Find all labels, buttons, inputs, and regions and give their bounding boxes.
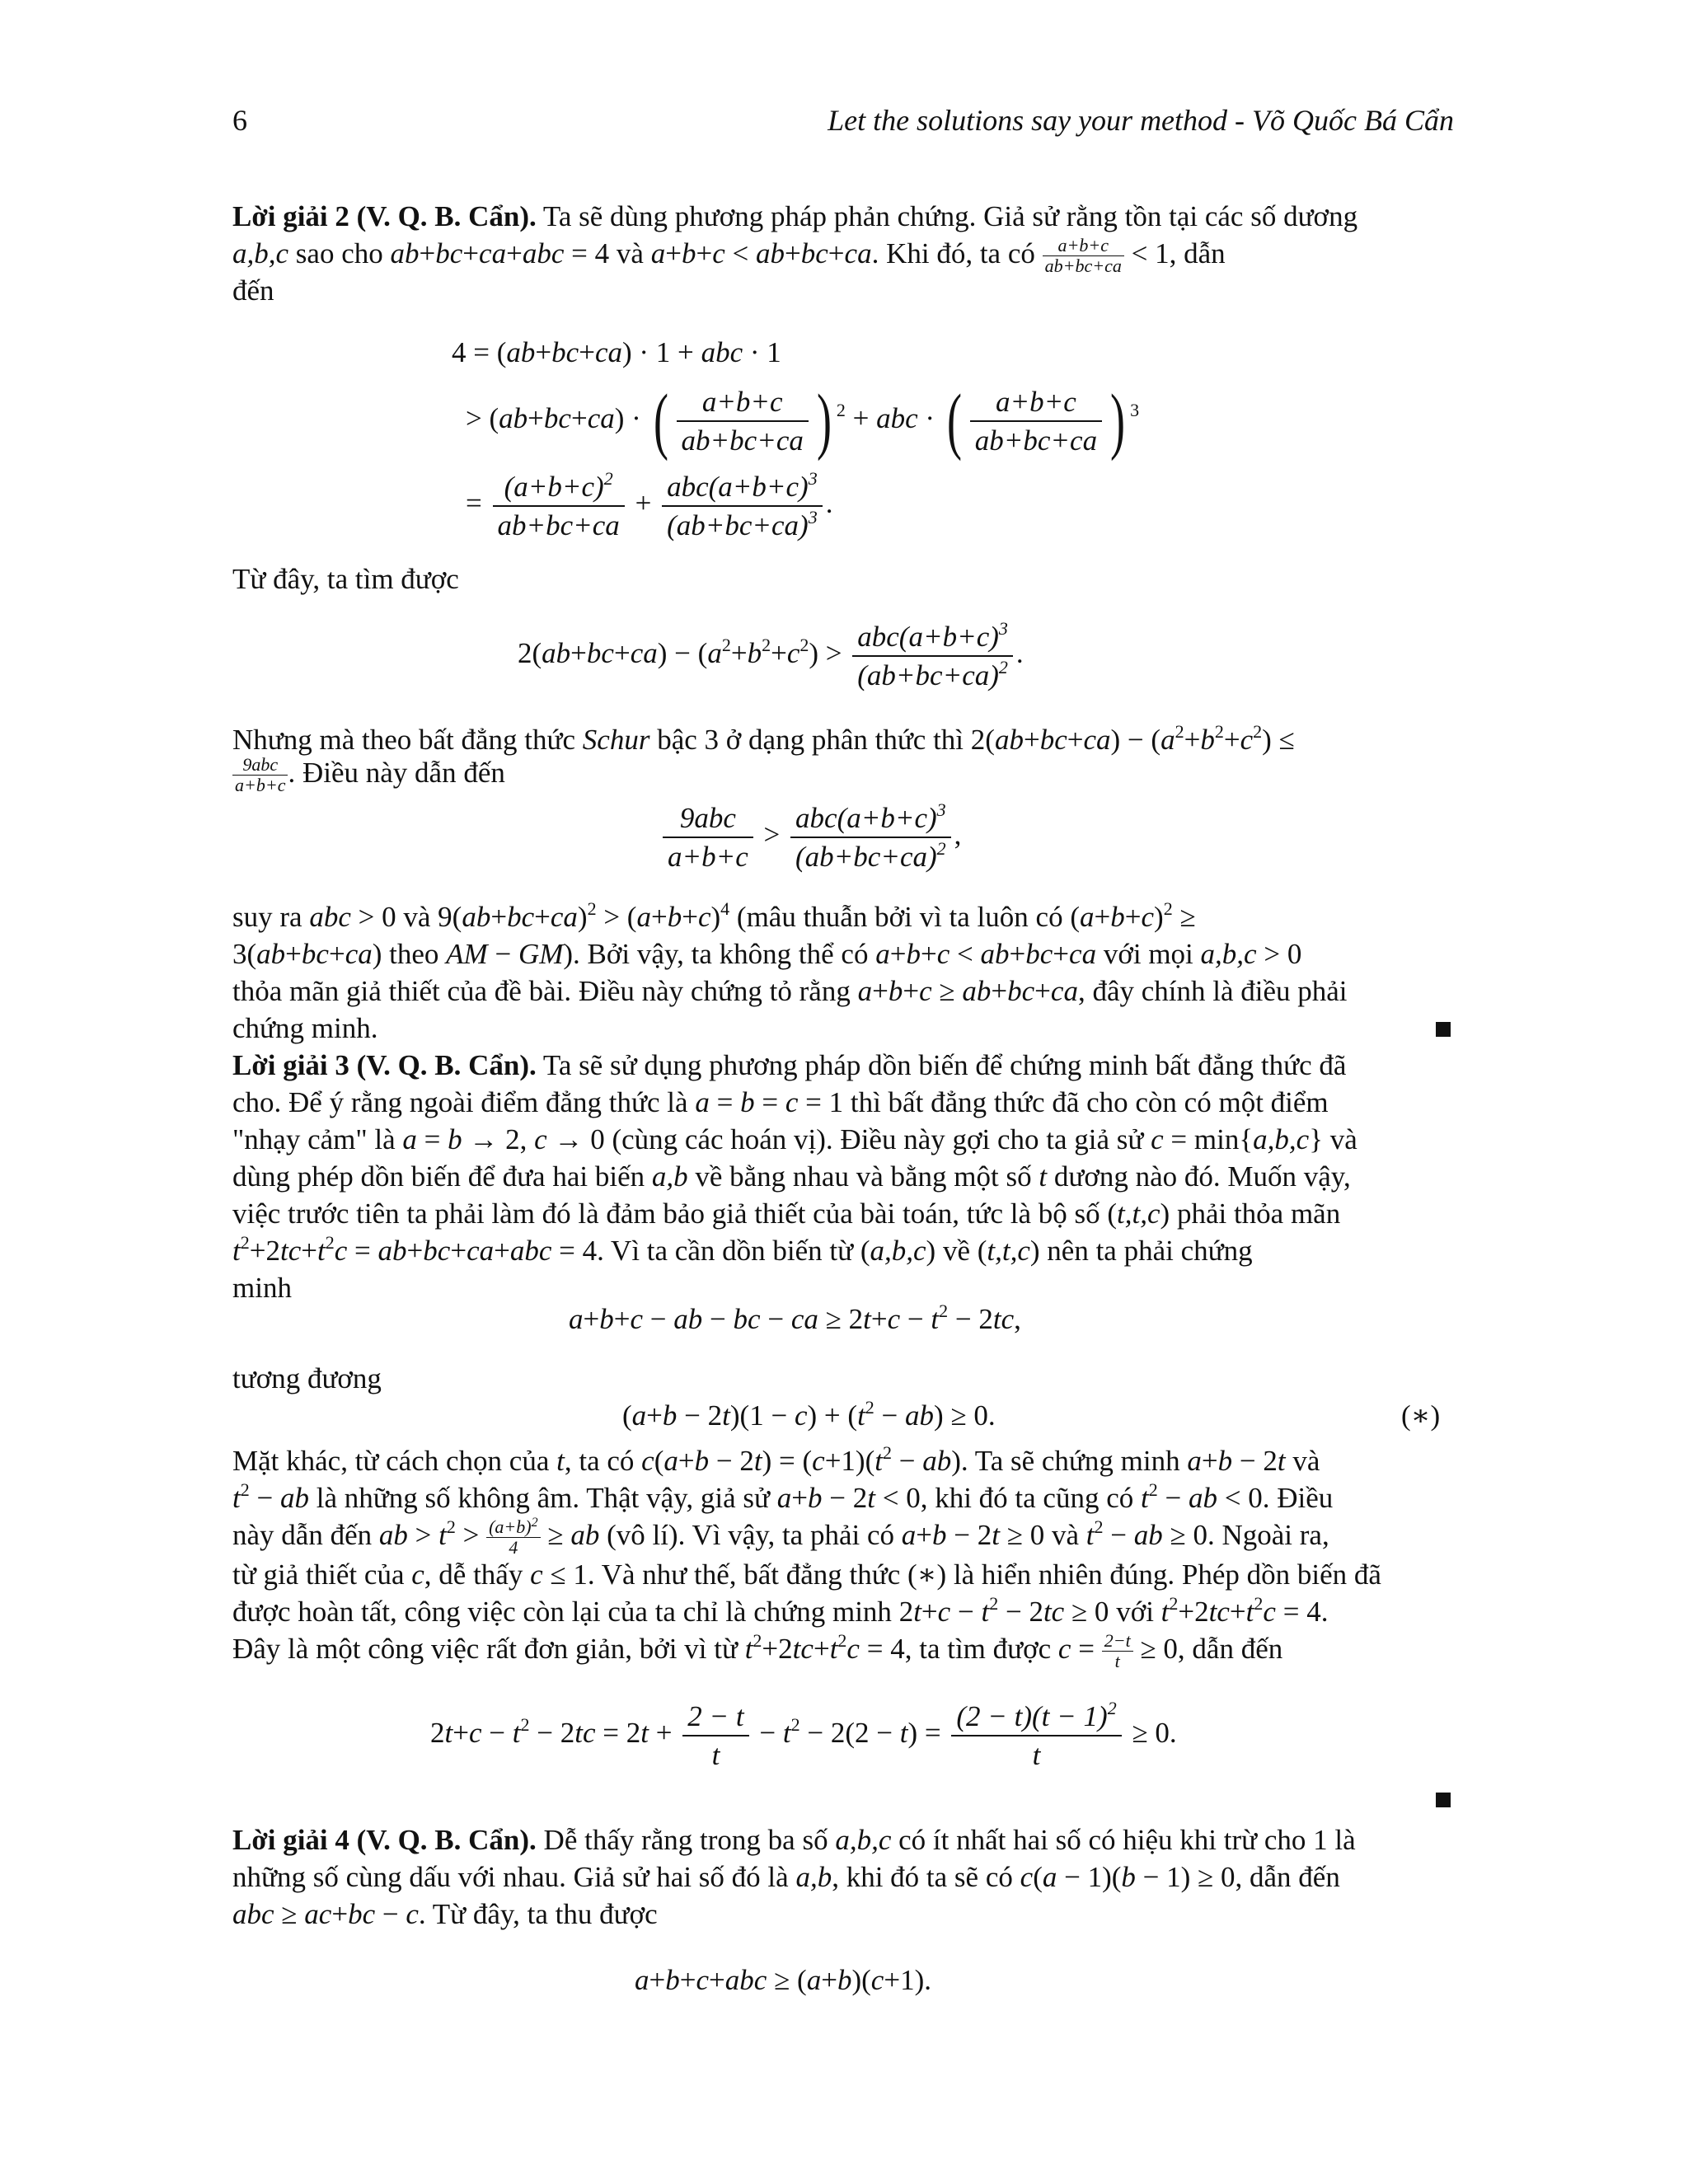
sol2-line2: a,b,c sao cho ab+bc+ca+abc = 4 và a+b+c < ab+bc+ca. Khi đó, ta có $\frac{a+b+c}{ab+bc+ca}$ < 1, dẫn bbox=[232, 235, 1226, 277]
sol3-m1: Mặt khác, từ cách chọn của t, ta có $c(a+b - 2t) = (c+1)(t^2 - ab)$. Ta sẽ chứng minh a+b − 2t và bbox=[232, 1442, 1320, 1477]
sol3-m4: từ giả thiết của c, dễ thấy c ≤ 1. Và như thế, bất đẳng thức (∗) là hiển nhiên đúng. Phép dồn biến đã bbox=[232, 1558, 1381, 1591]
sol3-m6: Đây là một công việc rất đơn giản, bởi vì từ $t^2+2tc+t^2c = 4$, ta tìm được c = $\frac{2-t}{t}$ ≥ 0, dẫn đến bbox=[232, 1630, 1283, 1672]
page-number: 6 bbox=[232, 104, 247, 137]
sol4-line2: những số cùng dấu với nhau. Giả sử hai số đó là a,b, khi đó ta sẽ có c(a − 1)(b − 1) ≥ 0, dẫn đến bbox=[232, 1861, 1340, 1893]
eq-5: $(a+b - 2t)(1 - c) + (t^2 - ab) \ge 0$. bbox=[622, 1397, 996, 1432]
sol3-line4: dùng phép dồn biến để đưa hai biến a,b về bằng nhau và bằng một số t dương nào đó. Muốn vậy, bbox=[232, 1160, 1351, 1193]
sol3-equiv: tương đương bbox=[232, 1362, 382, 1394]
eq-1-line2: > (ab+bc+ca) · ( $\frac{a+b+c}{ab+bc+ca}$ ) $^2$ + abc · ( $\frac{a+b+c}{ab+bc+ca}$ ) $^3$ bbox=[466, 380, 1140, 462]
sol2-schur-line: Nhưng mà theo bất đẳng thức Schur bậc 3 ở dạng phân thức thì $2(ab+bc+ca) - (a^2+b^2+c^2)$ ≤ bbox=[232, 721, 1295, 756]
sol2-infer-3: thỏa mãn giả thiết của đề bài. Điều này chứng tỏ rằng a+b+c ≥ ab+bc+ca, đây chính là điều phải bbox=[232, 975, 1348, 1007]
sol3-line6: $t^2+2tc+t^2c = ab+bc+ca+abc = 4$. Vì ta cần dồn biến từ (a,b,c) về (t,t,c) nên ta phải chứng bbox=[232, 1232, 1253, 1267]
eq-3: $\frac{\text{9abc}}{a+b+c}$ > $\frac{abc(a+b+c)^3}{(ab+bc+ca)^2}$ , bbox=[659, 799, 961, 875]
sol2-infer-2: 3(ab+bc+ca) theo AM − GM). Bởi vậy, ta không thể có a+b+c < ab+bc+ca với mọi a,b,c > 0 bbox=[232, 938, 1302, 970]
sol2-infer-1: suy ra abc > 0 và $9(ab+bc+ca)^2 > (a+b+c)^4$ (mâu thuẫn bởi vì ta luôn có $(a+b+c)^2$ ≥ bbox=[232, 898, 1196, 933]
running-title: Let the solutions say your method - Võ Quốc Bá Cẩn bbox=[828, 104, 1454, 137]
eq-1-line1: 4 = (ab+bc+ca) · 1 + abc · 1 bbox=[452, 336, 781, 368]
sol3-line5: việc trước tiên ta phải làm đó là đảm bảo giả thiết của bài toán, tức là bộ số (t,t,c) phải thỏa mãn bbox=[232, 1197, 1341, 1230]
sol2-schur-line2: 9abc a+b+c . Điều này dẫn đến bbox=[232, 754, 505, 795]
eq-4: a+b+c − ab − bc − ca ≥ $2t+c - t^2 - 2tc$, bbox=[569, 1301, 1021, 1335]
sol2-line3: đến bbox=[232, 274, 274, 307]
eq-7: a+b+c+abc ≥ (a+b)(c+1). bbox=[635, 1964, 931, 1996]
sol2-heading: Lời giải 2 (V. Q. B. Cẩn). bbox=[232, 200, 537, 232]
qed-square-icon bbox=[1436, 1793, 1451, 1807]
sol3-heading: Lời giải 3 (V. Q. B. Cẩn). bbox=[232, 1049, 537, 1081]
sol2-intro: Lời giải 2 (V. Q. B. Cẩn). Ta sẽ dùng phương pháp phản chứng. Giả sử rằng tồn tại các số dương bbox=[232, 200, 1358, 232]
sol2-infer-4: chứng minh. bbox=[232, 1012, 378, 1044]
sol3-line3: "nhạy cảm" là a = b → 2, c → 0 (cùng các hoán vị). Điều này gợi cho ta giả sử c = min{a,b,c} và bbox=[232, 1123, 1357, 1155]
sol4-heading: Lời giải 4 (V. Q. B. Cẩn). bbox=[232, 1824, 537, 1856]
sol3-line2: cho. Để ý rằng ngoài điểm đẳng thức là a = b = c = 1 thì bất đẳng thức đã cho còn có một điểm bbox=[232, 1086, 1329, 1118]
sol3-line1: Lời giải 3 (V. Q. B. Cẩn). Ta sẽ sử dụng phương pháp dồn biến để chứng minh bất đẳng thức đã bbox=[232, 1049, 1347, 1081]
sol2-from-here: Từ đây, ta tìm được bbox=[232, 563, 459, 595]
eq-2: $2(ab+bc+ca) - (a^2+b^2+c^2)$ > $\frac{abc(a+b+c)^3}{(ab+bc+ca)^2}$ . bbox=[518, 618, 1024, 691]
eq-5-tag: (∗) bbox=[1401, 1399, 1441, 1432]
sol3-m3: này dẫn đến ab > $t^2$ > $\frac{(a+b)^2}{4}$ ≥ ab (vô lí). Vì vậy, ta phải có a+b − 2t ≥ 0 và $t^2$ − ab ≥ 0. Ngoài ra, bbox=[232, 1516, 1329, 1558]
sol4-line3: abc ≥ ac+bc − c. Từ đây, ta thu được bbox=[232, 1898, 658, 1930]
sol3-line7: minh bbox=[232, 1272, 292, 1304]
eq-1-line3: = $\frac{(a+b+c)^2}{ab+bc+ca}$ + $\frac{abc(a+b+c)^3}{(ab+bc+ca)^3}$ . bbox=[466, 468, 833, 541]
sol4-line1: Lời giải 4 (V. Q. B. Cẩn). Dễ thấy rằng trong ba số a,b,c có ít nhất hai số có hiệu khi trừ cho 1 là bbox=[232, 1824, 1356, 1856]
sol3-m2: $t^2$ − ab là những số không âm. Thật vậy, giả sử a+b − 2t < 0, khi đó ta cũng có $t^2$ − ab < 0. Điều bbox=[232, 1479, 1334, 1514]
page-header bbox=[232, 101, 1454, 140]
eq-6: $2t+c - t^2 - 2tc = 2t$ + $\frac{2 - t}{t}$ − $t^2 - 2(2 - t)$ = $\frac{(2 - t)(t - 1)^2}{t}$ ≥ 0. bbox=[430, 1698, 1177, 1771]
sol3-m5: được hoàn tất, công việc còn lại của ta chỉ là chứng minh $2t+c - t^2 - 2tc \ge 0$ với $t^2+2tc+t^2c = 4$. bbox=[232, 1593, 1329, 1628]
qed-square-icon bbox=[1436, 1022, 1451, 1037]
